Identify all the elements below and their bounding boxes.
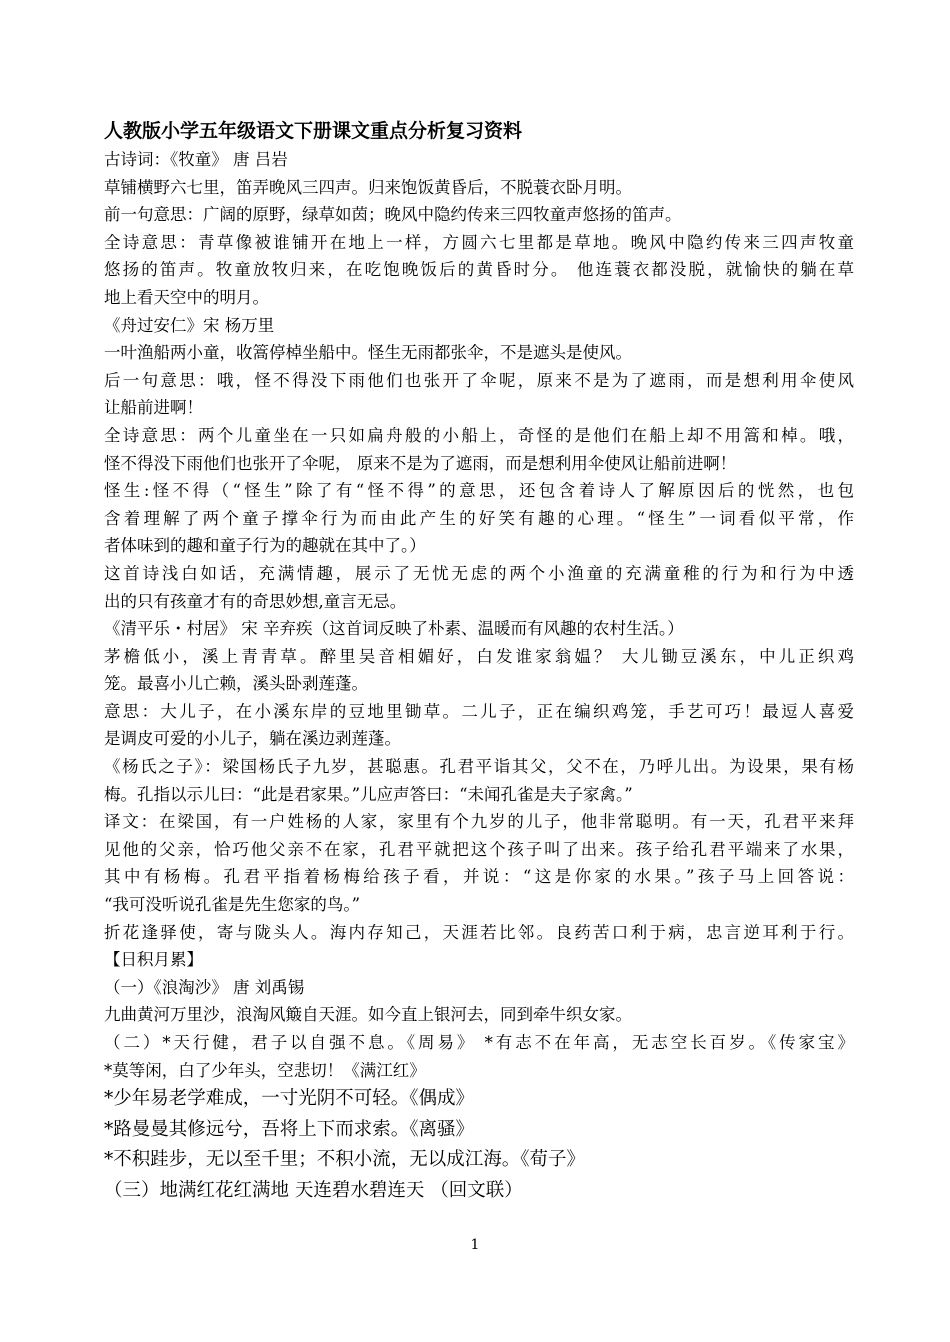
text-line: 怪不得没下雨他们也张开了伞呢， 原来不是为了遮雨，而是想利用伞使风让船前进啊！: [104, 453, 737, 473]
text-line: 译文：在梁国，有一户姓杨的人家，家里有个九岁的儿子，他非常聪明。有一天，孔君平来拜: [104, 812, 854, 832]
text-line: 全诗意思：两个儿童坐在一只如扁舟般的小船上，奇怪的是他们在船上却不用篙和棹。哦，: [104, 425, 854, 445]
text-line: 一叶渔船两小童，收篙停棹坐船中。怪生无雨都张伞，不是遮头是使风。: [104, 343, 632, 363]
text-line: 梅。孔指以示儿曰：“此是君家果。”儿应声答曰：“未闻孔雀是夫子家禽。”: [104, 784, 633, 804]
text-line: *不积跬步，无以至千里；不积小流，无以成江海。《荀子》: [104, 1149, 586, 1171]
text-line: （三）地满红花红满地 天连碧水碧连天 （回文联）: [104, 1179, 523, 1201]
text-line: 全诗意思：青草像被谁铺开在地上一样，方圆六七里都是草地。晚风中隐约传来三四声牧童: [104, 232, 854, 252]
text-line: 悠扬的笛声。牧童放牧归来，在吃饱晚饭后的黄昏时分。 他连蓑衣都没脱，就愉快的躺在草: [104, 260, 854, 280]
text-line: 《杨氏之子》：梁国杨氏子九岁，甚聪惠。孔君平诣其父，父不在，乃呼儿出。为设果，果有杨: [104, 757, 854, 777]
text-line: 其中有杨梅。孔君平指着杨梅给孩子看，并说：“这是你家的水果。”孩子马上回答说：: [104, 867, 854, 887]
text-line: （二）*天行健，君子以自强不息。《周易》 *有志不在年高，无志空长百岁。《传家宝》: [104, 1033, 854, 1052]
document-body: [104, 116, 854, 1206]
text-line: 前一句意思：广阔的原野，绿草如茵；晚风中隐约传来三四牧童声悠扬的笛声。: [104, 205, 682, 225]
text-line: （一）《浪淘沙》 唐 刘禹锡: [104, 977, 305, 997]
text-line: *少年易老学难成，一寸光阴不可轻。《偶成》: [104, 1088, 475, 1110]
text-line: *莫等闲，白了少年头，空悲切！《满江红》: [104, 1060, 426, 1080]
text-line: 《清平乐・村居》 宋 辛弃疾（这首词反映了朴素、温暖而有风趣的农村生活。）: [104, 619, 684, 639]
text-line: 《舟过安仁》宋 杨万里: [104, 315, 275, 335]
text-line: 意思：大儿子，在小溪东岸的豆地里锄草。二儿子，正在编织鸡笼，手艺可巧！最逗人喜爱: [104, 701, 854, 721]
text-line: 草铺横野六七里，笛弄晚风三四声。归来饱饭黄昏后，不脱蓑衣卧月明。: [104, 177, 632, 197]
text-line: 怪生:怪不得（“怪生”除了有“怪不得”的意思，还包含着诗人了解原因后的恍然，也包: [104, 481, 854, 501]
section-heading: 【日积月累】: [104, 950, 203, 970]
document-title: 人教版小学五年级语文下册课文重点分析复习资料: [104, 120, 523, 142]
text-line: 是调皮可爱的小儿子，躺在溪边剥莲蓬。: [104, 729, 401, 749]
page-number: 1: [470, 1237, 480, 1253]
text-line: 出的只有孩童才有的奇思妙想,童言无忌。: [104, 591, 407, 611]
text-line: 九曲黄河万里沙，浪淘风簸自天涯。如今直上银河去，同到牵牛织女家。: [104, 1005, 632, 1025]
text-line: 茅檐低小，溪上青青草。醉里吴音相媚好，白发谁家翁媪？ 大儿锄豆溪东，中儿正织鸡: [104, 646, 854, 666]
text-line: 这首诗浅白如话，充满情趣，展示了无忧无虑的两个小渔童的充满童稚的行为和行为中透: [104, 563, 854, 583]
text-line: 地上看天空中的明月。: [104, 287, 269, 307]
text-line: 见他的父亲，恰巧他父亲不在家，孔君平就把这个孩子叫了出来。孩子给孔君平端来了水果，: [104, 839, 854, 859]
text-line: 折花逢驿使，寄与陇头人。海内存知己，天涯若比邻。良药苦口利于病，忠言逆耳利于行。: [104, 922, 854, 942]
text-line: 笼。最喜小儿亡赖，溪头卧剥莲蓬。: [104, 674, 368, 694]
text-line: 古诗词：《牧童》 唐 吕岩: [104, 150, 288, 169]
text-line: 让船前进啊！: [104, 398, 203, 418]
text-line: “我可没听说孔雀是先生您家的鸟。”: [104, 895, 361, 915]
text-line: *路曼曼其修远兮，吾将上下而求索。《离骚》: [104, 1118, 475, 1140]
text-line: 含着理解了两个童子撑伞行为而由此产生的好笑有趣的心理。“怪生”一词看似平常，作: [104, 508, 854, 528]
text-line: 者体味到的趣和童子行为的趣就在其中了。）: [104, 536, 426, 556]
text-line: 后一句意思：哦，怪不得没下雨他们也张开了伞呢，原来不是为了遮雨，而是想利用伞使风: [104, 370, 854, 390]
